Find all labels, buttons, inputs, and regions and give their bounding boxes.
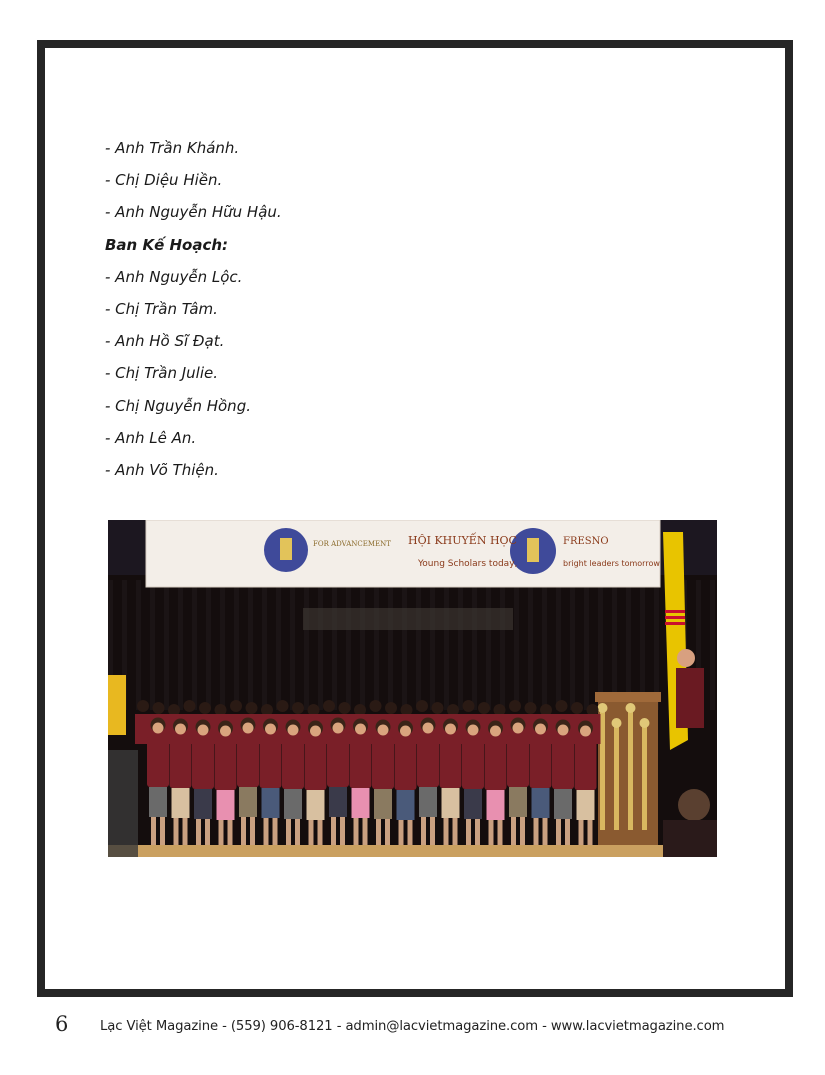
- banner-left-text: FOR ADVANCEMENT: [313, 540, 391, 548]
- page-frame: [37, 40, 793, 997]
- list-item: - Chị Trần Tâm.: [105, 299, 218, 318]
- banner-right-title: FRESNO: [563, 536, 609, 547]
- group-photo-illustration: [108, 520, 717, 857]
- list-item: - Anh Lê An.: [105, 428, 197, 447]
- section-heading: Ban Kế Hoạch:: [105, 235, 229, 254]
- member-list: [105, 138, 282, 492]
- list-item: - Chị Trần Julie.: [105, 364, 218, 383]
- banner-slogan: Young Scholars today,: [418, 559, 518, 569]
- list-item: - Chị Diệu Hiền.: [105, 171, 223, 190]
- list-item: - Anh Nguyễn Hữu Hậu.: [105, 203, 282, 222]
- banner-right-slogan: bright leaders tomorrow: [563, 559, 660, 568]
- banner: [146, 520, 660, 587]
- banner-title: HỘI KHUYẾN HỌC: [408, 534, 517, 547]
- group-photo: [108, 520, 717, 857]
- list-item: - Anh Trần Khánh.: [105, 139, 240, 157]
- page-number: 6: [55, 1012, 69, 1036]
- footer-contact: Lạc Việt Magazine - (559) 906-8121 - admin@lacvietmagazine.com - www.lacvietmagazine.com: [100, 1019, 725, 1034]
- list-item: - Anh Hồ Sĩ Đạt.: [105, 332, 225, 351]
- list-item: - Anh Nguyễn Lộc.: [105, 267, 243, 286]
- page-footer: [55, 1014, 775, 1040]
- list-item: - Anh Võ Thiện.: [105, 460, 219, 479]
- list-item: - Chị Nguyễn Hồng.: [105, 396, 251, 415]
